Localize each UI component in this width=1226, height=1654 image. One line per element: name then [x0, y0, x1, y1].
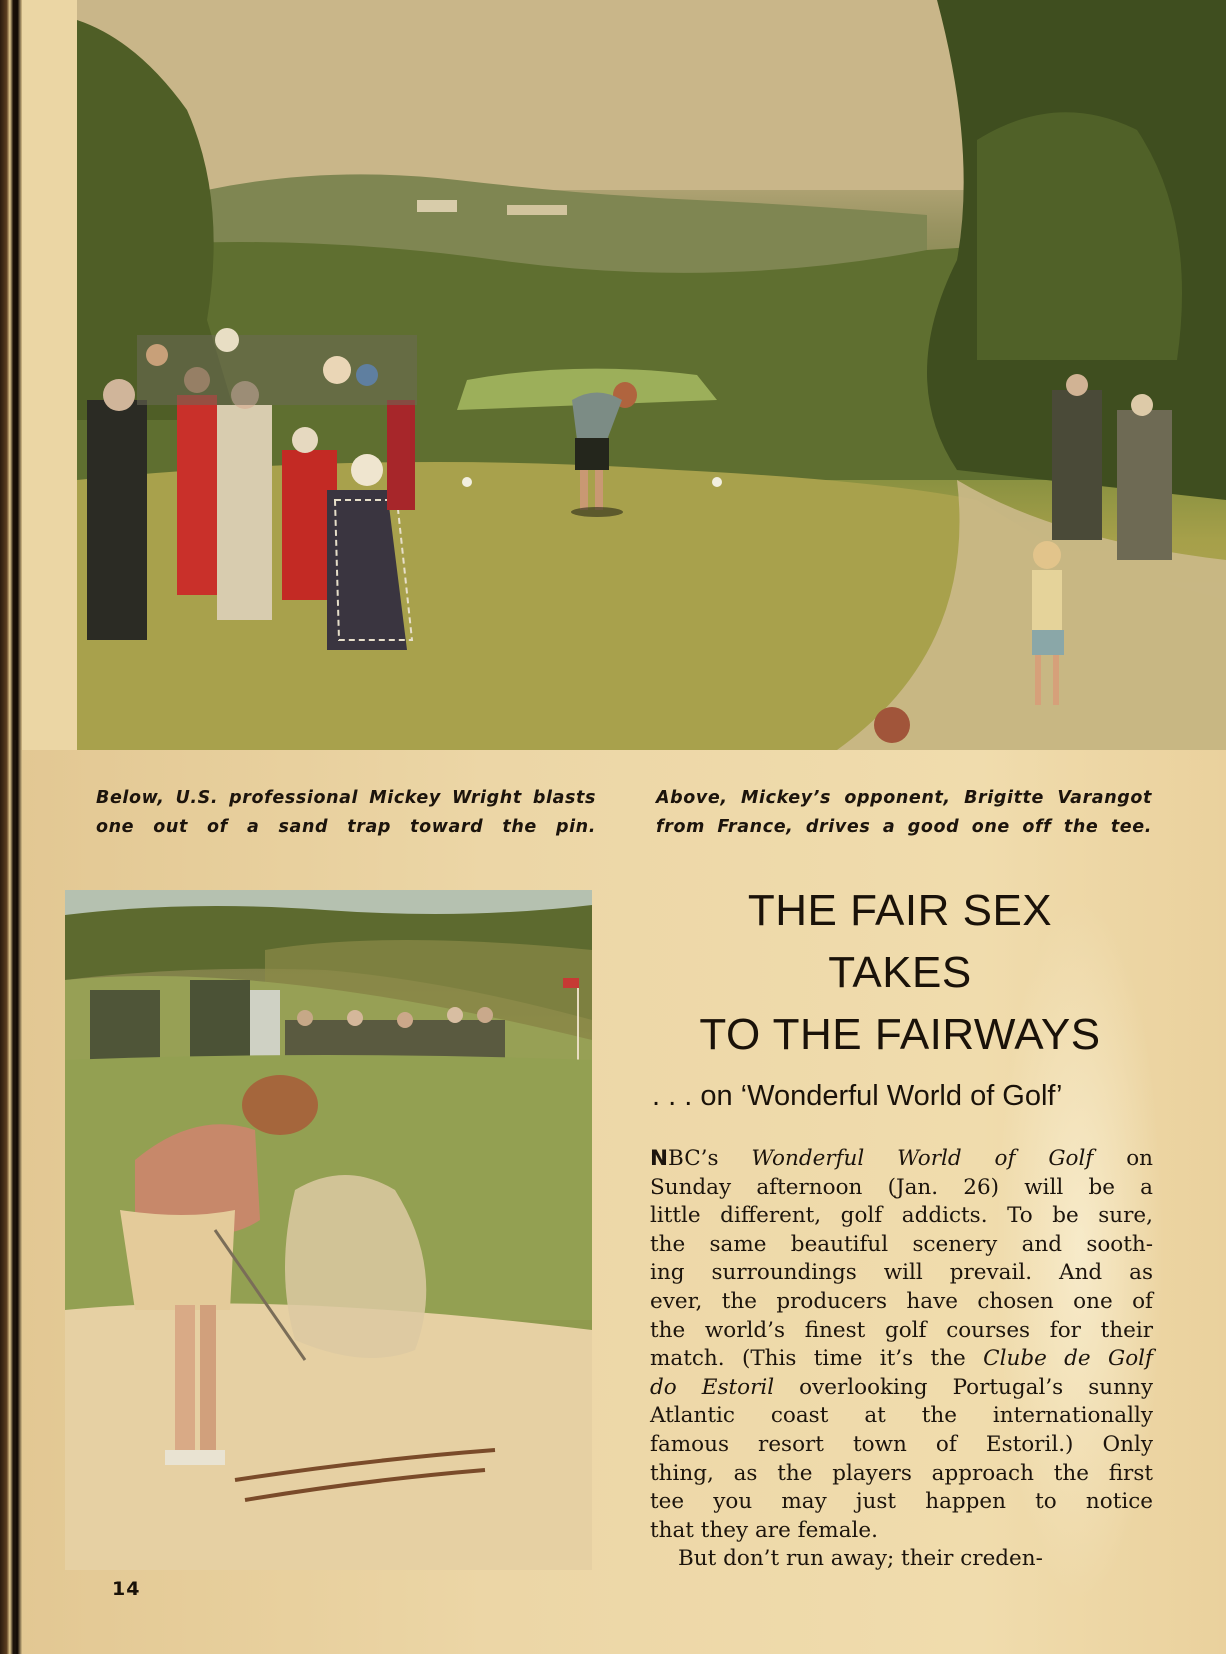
golf-ball: [462, 477, 472, 487]
body-line: [650, 1545, 1153, 1574]
body-text-segment: the same beautiful scenery and sooth-: [650, 1231, 1153, 1257]
caption-line: one out of a sand trap toward the pin.: [96, 817, 596, 837]
body-line: [650, 1259, 1153, 1288]
italic-title-text: Wonderful World of Golf: [751, 1146, 1094, 1171]
body-text-segment: match. (This time it’s the: [650, 1346, 984, 1372]
body-line: [650, 1460, 1153, 1489]
caption-line: Below, U.S. professional Mickey Wright blasts: [96, 788, 596, 808]
italic-title-text: Clube de Golf: [983, 1346, 1153, 1372]
italic-title-text: do Estoril: [650, 1374, 775, 1400]
page-number: 14: [112, 1578, 141, 1600]
body-text-segment: Sunday afternoon (Jan. 26) will be a: [650, 1174, 1153, 1200]
page-binding: [0, 0, 22, 1654]
body-line: [650, 1231, 1153, 1260]
caption-line: from France, drives a good one off the tee.: [656, 817, 1152, 837]
body-text-segment: ing surroundings will prevail. And as: [650, 1260, 1153, 1286]
top-photo-tee-shot: [77, 0, 1226, 750]
sand-trap-illustration: [65, 890, 592, 1570]
child-head-foreground: [874, 707, 910, 743]
body-text-segment: tee you may just happen to notice: [650, 1489, 1153, 1515]
body-text-segment: the world’s finest golf courses for their: [650, 1317, 1153, 1343]
bottom-photo-sand-trap: [65, 890, 592, 1570]
body-line: [650, 1202, 1153, 1231]
caption-above-photo: [656, 784, 1152, 842]
body-text-segment: But don’t run away; their creden-: [678, 1546, 1043, 1572]
body-line: [650, 1145, 1153, 1174]
distant-building: [507, 205, 567, 215]
caption-below-photo: [96, 784, 596, 842]
page-margin: [22, 0, 82, 750]
tee-marker: [712, 477, 722, 487]
body-text-segment: BC’s: [668, 1146, 752, 1171]
body-text-segment: ever, the producers have chosen one of: [650, 1288, 1153, 1314]
body-text-segment: thing, as the players approach the first: [650, 1460, 1153, 1486]
article-subtitle: . . . on ‘Wonderful World of Golf’: [652, 1080, 1063, 1112]
body-text-segment: little different, golf addicts. To be sure,: [650, 1203, 1153, 1229]
body-line: [650, 1374, 1153, 1403]
body-line: [650, 1517, 1153, 1546]
body-text-segment: overlooking Portugal’s sunny: [774, 1374, 1153, 1400]
article-headline: [640, 880, 1160, 1066]
distant-building: [417, 200, 457, 212]
body-line: [650, 1288, 1153, 1317]
body-text-segment: famous resort town of Estoril.) Only: [650, 1431, 1153, 1457]
caption-line: Above, Mickey’s opponent, Brigitte Varangot: [656, 788, 1152, 808]
body-line: [650, 1174, 1153, 1203]
drop-letter: N: [650, 1146, 668, 1171]
body-line: [650, 1345, 1153, 1374]
gutter-shadow: [13, 740, 16, 1654]
body-text-segment: Atlantic coast at the internationally: [650, 1403, 1153, 1429]
body-line: [650, 1317, 1153, 1346]
red-flag: [563, 978, 579, 988]
headline-line: THE FAIR SEX: [747, 886, 1053, 935]
headline-line: TAKES: [828, 948, 972, 997]
body-text-segment: that they are female.: [650, 1517, 878, 1543]
body-line: [650, 1402, 1153, 1431]
tee-shot-illustration: [77, 0, 1226, 750]
headline-line: TO THE FAIRWAYS: [699, 1010, 1101, 1059]
body-text-segment: on: [1093, 1146, 1153, 1171]
article-body: [650, 1145, 1153, 1574]
body-line: [650, 1488, 1153, 1517]
body-line: [650, 1431, 1153, 1460]
